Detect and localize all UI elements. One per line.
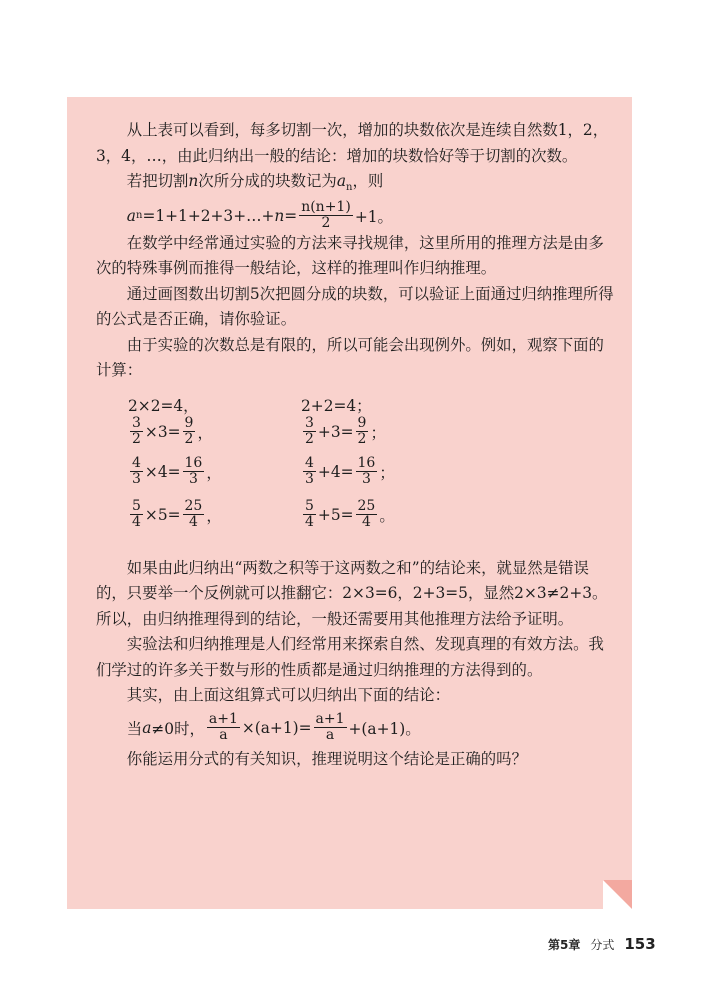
calc-2-right: $\frac{3}{2}$ +3= $\frac{9}{2}$ ；	[305, 415, 386, 448]
paragraph-7: 实验法和归纳推理是人们经常用来探索自然、发现真理的有效方法。我们学过的许多关于数与形的性质都是通过归纳推理的方法得到的。	[96, 635, 604, 679]
chapter-title: 分式	[590, 938, 615, 952]
page-content	[96, 118, 614, 772]
page-number: 153	[624, 935, 656, 953]
calc-4-left: $\frac{5}{4}$ ×5= $\frac{25}{4}$ ，	[132, 498, 222, 531]
conclusion-fraction-1: $\frac{a+1}{a}$	[208, 711, 238, 744]
calc-4-right: $\frac{5}{4}$ +5= $\frac{25}{4}$ 。	[305, 498, 395, 531]
paragraph-4: 通过画图数出切割5次把圆分成的块数，可以验证上面通过归纳推理所得的公式是否正确，请你验证。	[96, 284, 614, 329]
page-footer	[548, 935, 656, 955]
calc-1-right: 2+2=4；	[301, 396, 372, 415]
formula-an: a n =1+1+2+3+…+ n = $\frac{n(n+1)}{2}$ +1。	[126, 199, 393, 232]
calc-row-2	[128, 413, 608, 451]
calc-row-3	[128, 453, 608, 491]
paragraph-9: 你能运用分式的有关知识，推理说明这个结论是正确的吗？	[126, 749, 527, 768]
chapter-label: 第5章	[548, 938, 581, 952]
paragraph-8: 其实，由上面这组算式可以归纳出下面的结论：	[126, 686, 451, 705]
paragraph-1: 从上表可以看到，每多切割一次，增加的块数依次是连续自然数1，2，3，4，…，由此归纳出一般的结论：增加的块数恰好等于切割的次数。	[96, 121, 609, 165]
calculation-table	[96, 386, 614, 556]
paragraph-3: 在数学中经常通过实验的方法来寻找规律，这里所用的推理方法是由多次的特殊事例而推得一般结论，这样的推理叫作归纳推理。	[96, 233, 604, 278]
formula-conclusion: 当 a ≠0时， $\frac{a+1}{a}$ ×(a+1)= $\frac{a+1}{a}$ +(a+1)。	[126, 711, 421, 744]
calc-3-right: $\frac{4}{3}$ +4= $\frac{16}{3}$ ；	[305, 455, 395, 488]
page-fold-flap	[603, 880, 632, 909]
paragraph-5: 由于实验的次数总是有限的，所以可能会出现例外。例如，观察下面的计算：	[96, 335, 604, 380]
paragraph-6: 如果由此归纳出“两数之积等于这两数之和”的结论来，就显然是错误的，只要举一个反例就可以推翻它：2×3=6，2+3=5，显然2×3≠2+3。所以，由归纳推理得到的结论，一般还需要用其他推理方法给予证明。	[96, 558, 608, 628]
conclusion-fraction-2: $\frac{a+1}{a}$	[315, 711, 345, 744]
calc-row-4	[128, 496, 608, 534]
formula-an-fraction: $\frac{n(n+1)}{2}$	[301, 199, 351, 232]
calc-2-left: $\frac{3}{2}$ ×3= $\frac{9}{2}$ ，	[132, 415, 213, 448]
paragraph-2: 若把切割n次所分成的块数记为$a_n$，则	[126, 172, 384, 194]
calc-1-left: 2×2=4，	[128, 396, 199, 415]
calc-3-left: $\frac{4}{3}$ ×4= $\frac{16}{3}$ ，	[132, 455, 222, 488]
